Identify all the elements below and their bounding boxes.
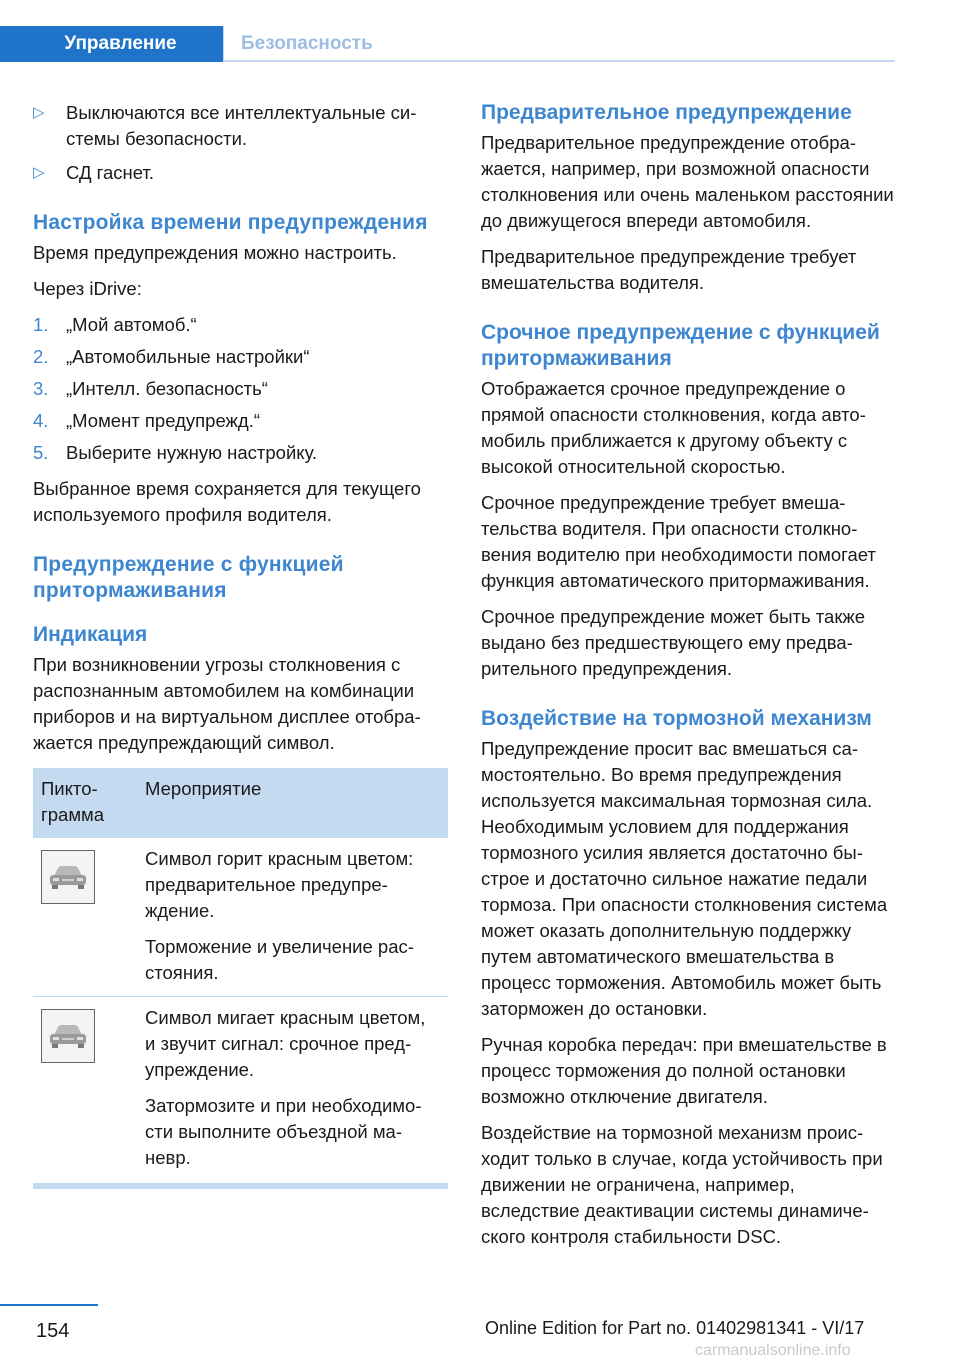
step-number: 4. [33,410,49,431]
paragraph: Отображается срочное предупреждение о прямой опасности столкновения, когда автомобиль приближается к другому объекту с высокой относительной скоростью. [481,378,866,477]
step-text: Выберите нужную настройку. [66,442,318,463]
step-number: 2. [33,346,49,367]
column-header-pictogram: Пиктограмма [33,768,137,838]
step-item [33,408,449,434]
paragraph: Срочное предупреждение может быть также выдано без предшествующего ему предварительного предупреждения. [481,606,866,679]
table-header-row [33,768,448,838]
page-number-rule [0,1304,98,1306]
triangle-bullet-icon: ▷ [33,164,45,181]
heading-warning-time: Настройка времени предупреждения [33,211,428,234]
table-cell-icon [33,997,137,1182]
step-item [33,376,449,402]
list-item [33,160,449,186]
bullet-list [33,100,449,186]
paragraph: Предупреждение просит вас вмешаться самостоятельно. Во время предупреждения используется максимальная тормозная сила. Необходимым условием для поддержания тормозного усилия является достаточно быстрое и достаточно сильное нажатие педали тормоза. При опасности столкновения система может оказать дополнительную поддержку путем автоматического вмешательства в процесс торможения. Автомобиль может быть заторможен до остановки. [481,738,888,1019]
list-item-text: Выключаются все интеллектуальные системы безопасности. [66,102,417,149]
tab-safety[interactable]: Безопасность [241,33,373,54]
paragraph: Через iDrive: [33,278,142,299]
page-number: 154 [36,1320,70,1342]
car-front-icon [41,1009,95,1063]
tab-divider [223,26,224,62]
pictogram-table [33,768,448,1181]
cell-text: Торможение и увеличение расстояния. [145,936,414,983]
heading-brake-warning: Предупреждение с функцией притормаживания [33,553,344,602]
table-cell-measure [137,997,448,1182]
step-item [33,312,449,338]
steps-list [33,312,449,466]
table-row [33,997,448,1182]
step-text: „Мой автомоб.“ [66,314,197,335]
column-header-measure: Мероприятие [137,768,448,838]
list-item [33,100,449,152]
left-column [33,100,449,1189]
heading-brake-intervention: Воздействие на тормозной механизм [481,707,872,730]
heading-pre-warning: Предварительное предупреждение [481,101,852,124]
page-header [0,0,895,62]
header-rule [223,60,895,62]
step-text: „Интелл. безопасность“ [66,378,268,399]
step-text: „Момент предупрежд.“ [66,410,260,431]
tab-control[interactable]: Управление [0,26,223,62]
edition-note: Online Edition for Part no. 01402981341 - VI/17 [485,1318,865,1338]
paragraph: При возникновении угрозы столкновения с распознанным автомобилем на комбинации приборов и на виртуальном дисплее отображается предупреждающий символ. [33,654,421,753]
step-text: „Автомобильные настройки“ [66,346,310,367]
paragraph: Ручная коробка передач: при вмешательстве в процесс торможения до полной остановки возможно отключение двигателя. [481,1034,887,1107]
step-item [33,344,449,370]
right-column [481,100,896,1260]
paragraph: Срочное предупреждение требует вмешательства водителя. При опасности столкновения водителю при необходимости помогает функция автоматического притормаживания. [481,492,876,591]
cell-text: Символ горит красным цветом: предварительное предупреждение. [145,848,414,921]
table-cell-measure [137,838,448,997]
step-number: 3. [33,378,49,399]
cell-text: Символ мигает красным цветом, и звучит сигнал: срочное предупреждение. [145,1007,426,1080]
table-bottom-rule [33,1183,448,1189]
table-row [33,838,448,997]
paragraph: Воздействие на тормозной механизм происходит только в случае, когда устойчивость при движении не ограничена, например, вследствие деактивации системы динамического контроля стабильности DSC. [481,1122,883,1247]
step-number: 5. [33,442,49,463]
cell-text: Затормозите и при необходимости выполните объездной маневр. [145,1095,422,1168]
paragraph: Время предупреждения можно настроить. [33,242,397,263]
step-number: 1. [33,314,49,335]
list-item-text: СД гаснет. [66,162,154,183]
paragraph: Предварительное предупреждение требует вмешательства водителя. [481,246,857,293]
car-front-icon [41,850,95,904]
paragraph: Выбранное время сохраняется для текущего используемого профиля водителя. [33,478,421,525]
step-item [33,440,449,466]
triangle-bullet-icon: ▷ [33,104,45,121]
heading-urgent-warning: Срочное предупреждение с функцией притормаживания [481,321,880,370]
heading-indication: Индикация [33,623,148,646]
paragraph: Предварительное предупреждение отображается, например, при возможной опасности столкновения или очень маленьком расстоянии до движущегося впереди автомобиля. [481,132,894,231]
table-cell-icon [33,838,137,997]
watermark: carmanualsonline.info [695,1342,851,1359]
